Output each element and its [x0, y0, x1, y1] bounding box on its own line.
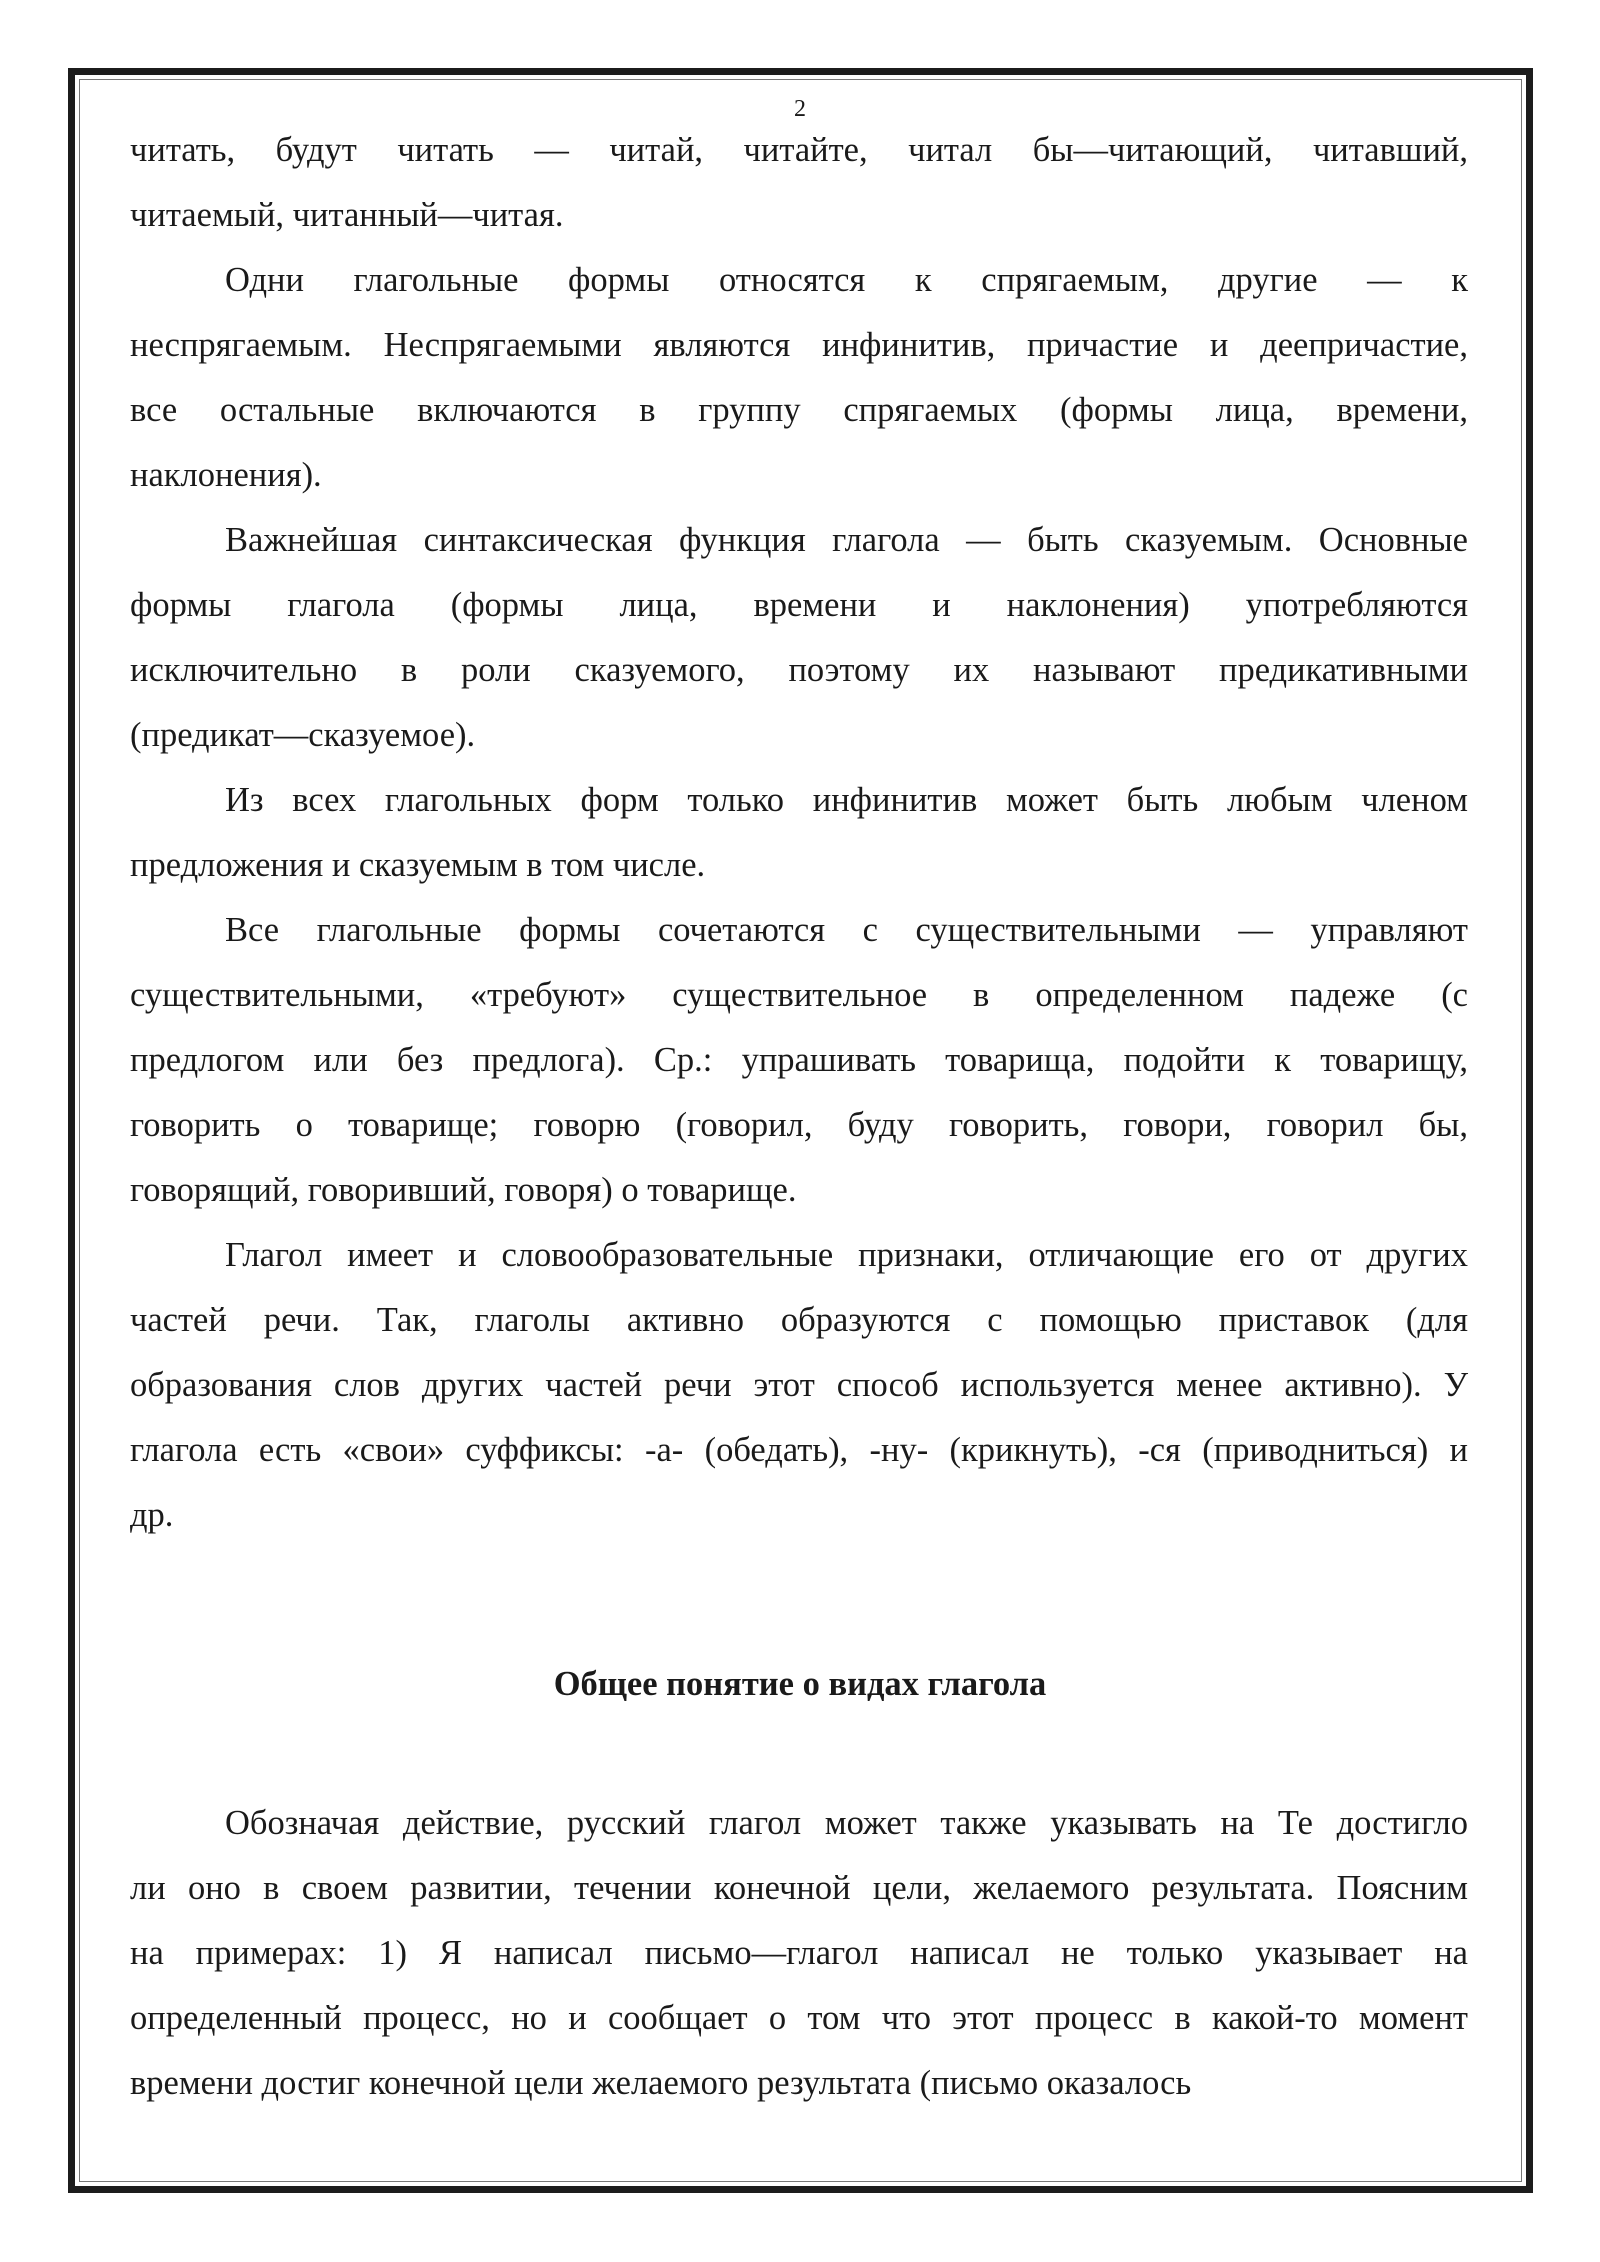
- text-line: все остальные включаются в группу спрягаемых (формы лица, времени,: [130, 391, 1468, 429]
- section-heading: Общее понятие о видах глагола: [553, 1665, 1047, 1703]
- text-line: частей речи. Так, глаголы активно образуются с помощью приставок (для: [130, 1301, 1468, 1339]
- text-line: Одни глагольные формы относятся к спрягаемым, другие — к: [225, 261, 1468, 299]
- text-line: ли оно в своем развитии, течении конечной цели, желаемого результата. Поясним: [130, 1869, 1468, 1907]
- text-line: глагола есть «свои» суффиксы: -а- (обедать), -ну- (крикнуть), -ся (приводниться) и: [130, 1431, 1468, 1469]
- text-line: читаемый, читанный—читая.: [130, 196, 564, 234]
- text-line: неспрягаемым. Неспрягаемыми являются инфинитив, причастие и деепричастие,: [130, 326, 1468, 364]
- text-line: Важнейшая синтаксическая функция глагола — быть сказуемым. Основные: [225, 521, 1468, 559]
- text-line: образования слов других частей речи этот способ используется менее активно). У: [130, 1366, 1468, 1404]
- text-line: Глагол имеет и словообразовательные признаки, отличающие его от других: [225, 1236, 1468, 1274]
- text-line: исключительно в роли сказуемого, поэтому их называют предикативными: [130, 651, 1468, 689]
- text-line: предлогом или без предлога). Ср.: упрашивать товарища, подойти к товарищу,: [130, 1041, 1468, 1079]
- text-line: др.: [130, 1496, 174, 1534]
- text-line: Все глагольные формы сочетаются с существительными — управляют: [225, 911, 1468, 949]
- body-text-section-2: [130, 1791, 1468, 2116]
- text-line: на примерах: 1) Я написал письмо—глагол написал не только указывает на: [130, 1934, 1468, 1972]
- page-number: 2: [794, 96, 806, 122]
- text-line: Из всех глагольных форм только инфинитив может быть любым членом: [225, 781, 1468, 819]
- text-line: говорящий, говоривший, говоря) о товарище.: [130, 1171, 797, 1209]
- text-line: существительными, «требуют» существительное в определенном падеже (с: [130, 976, 1468, 1014]
- text-line: наклонения).: [130, 456, 322, 494]
- body-text-section-1: [130, 118, 1468, 1548]
- text-line: читать, будут читать — читай, читайте, читал бы—читающий, читавший,: [130, 131, 1468, 169]
- text-line: Обозначая действие, русский глагол может также указывать на Те достигло: [225, 1804, 1468, 1842]
- text-line: формы глагола (формы лица, времени и наклонения) употребляются: [130, 586, 1468, 624]
- text-line: определенный процесс, но и сообщает о том что этот процесс в какой-то момент: [130, 1999, 1468, 2037]
- text-line: предложения и сказуемым в том числе.: [130, 846, 706, 884]
- text-line: говорить о товарище; говорю (говорил, буду говорить, говори, говорил бы,: [130, 1106, 1468, 1144]
- text-line: времени достиг конечной цели желаемого результата (письмо оказалось: [130, 2064, 1192, 2102]
- text-line: (предикат—сказуемое).: [130, 716, 476, 754]
